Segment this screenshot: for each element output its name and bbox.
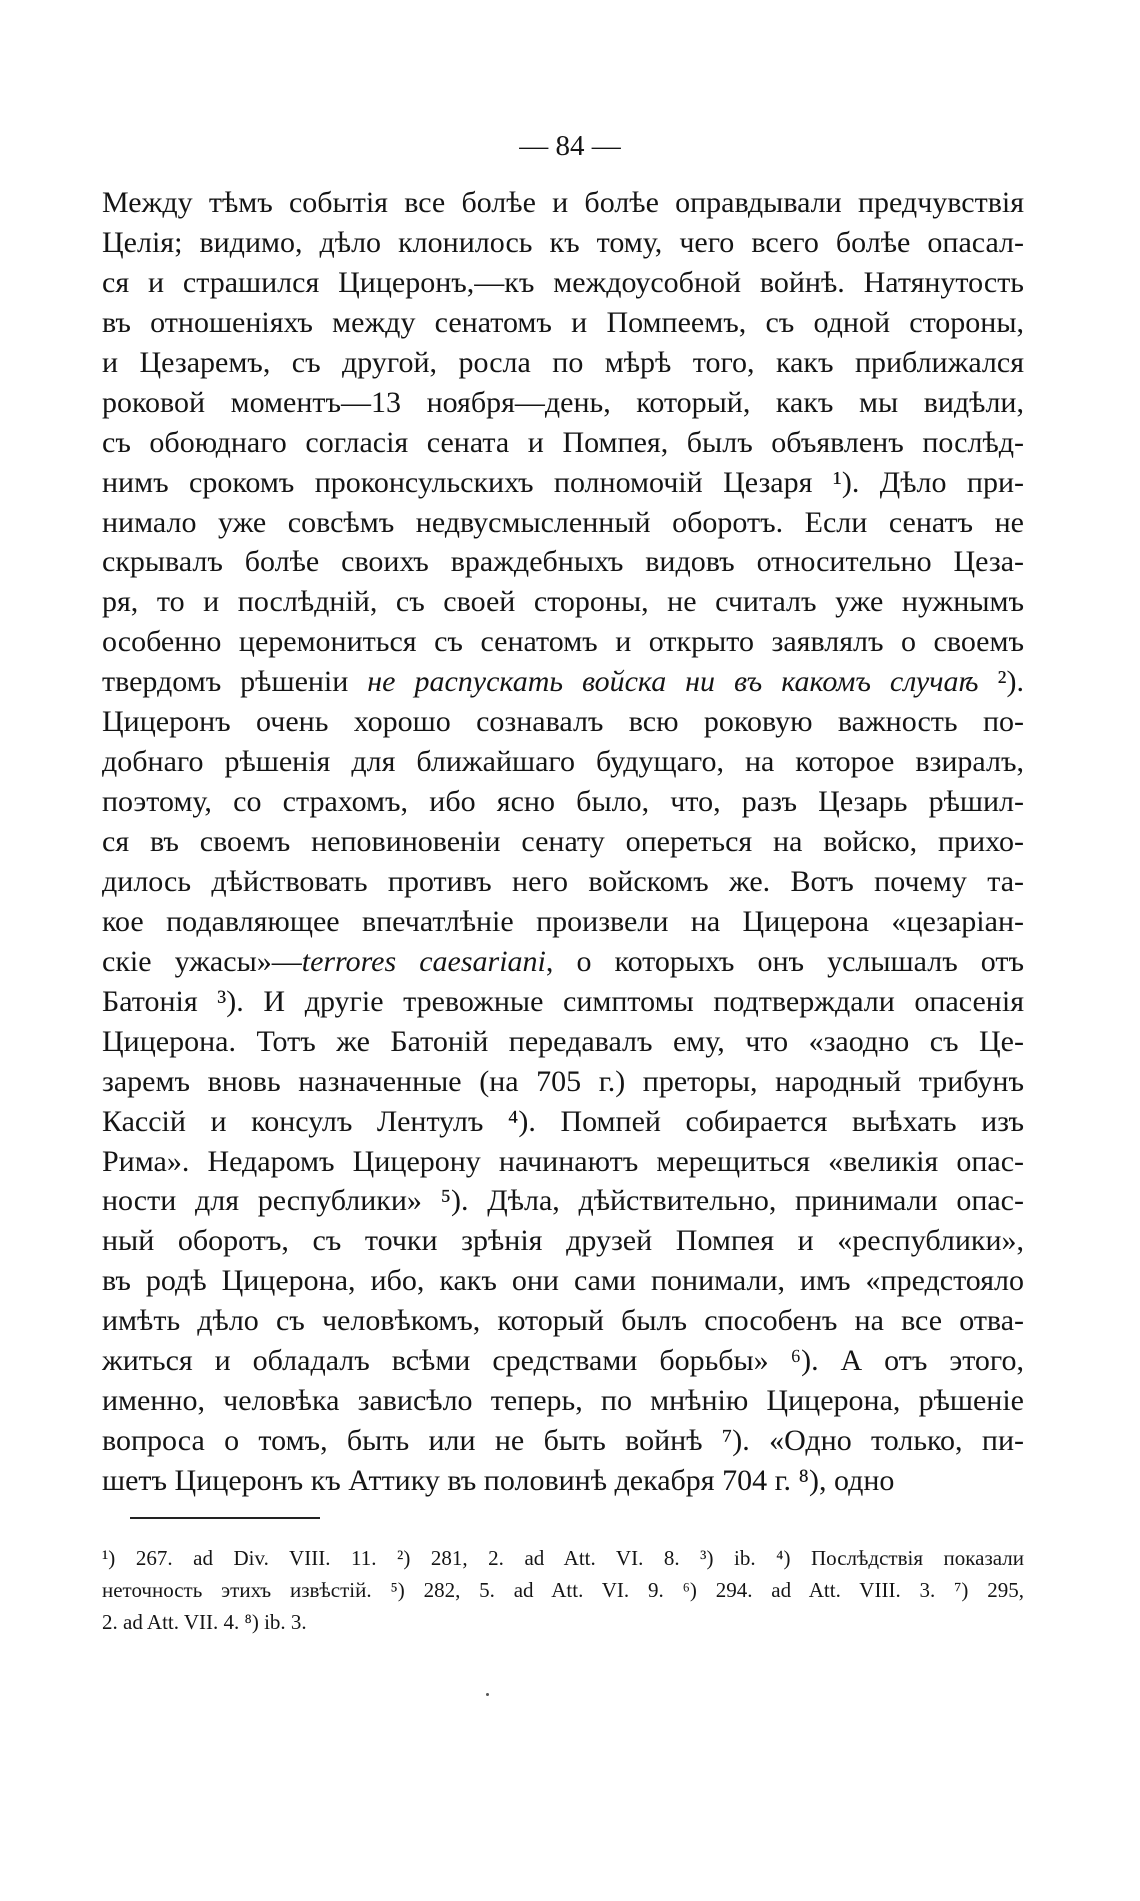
text-line: Кассій и консулъ Лентулъ ⁴). Помпей собирается выѣхать изъ bbox=[102, 1104, 1024, 1138]
text-line: вопроса о томъ, быть или не быть войнѣ ⁷). «Одно только, пи- bbox=[102, 1424, 1024, 1458]
text-line: скіе ужасы»—terrores caesariani, о которыхъ онъ услышалъ отъ bbox=[102, 944, 1024, 978]
text-line: особенно церемониться съ сенатомъ и открыто заявлялъ о своемъ bbox=[102, 625, 1024, 659]
text-line: заремъ вновь назначенные (на 705 г.) преторы, народный трибунъ bbox=[102, 1064, 1024, 1098]
text-line: поэтому, со страхомъ, ибо ясно было, что, разъ Цезарь рѣшил- bbox=[102, 785, 1024, 819]
text-line: нимъ срокомъ проконсульскихъ полномочій Цезаря ¹). Дѣло при- bbox=[102, 465, 1024, 499]
text-line: шетъ Цицеронъ къ Аттику въ половинѣ декабря 704 г. ⁸), одно bbox=[102, 1464, 895, 1497]
text-line: ности для республики» ⁵). Дѣла, дѣйствительно, принимали опас- bbox=[102, 1184, 1024, 1218]
text-line: въ родѣ Цицерона, ибо, какъ они сами понимали, имъ «предстояло bbox=[102, 1264, 1024, 1298]
text-line: Между тѣмъ событія все болѣе и болѣе оправдывали предчувствія bbox=[102, 186, 1024, 219]
text-line: въ отношеніяхъ между сенатомъ и Помпеемъ, съ одной стороны, bbox=[102, 305, 1024, 339]
footnote-line: ¹) 267. ad Div. VIII. 11. ²) 281, 2. ad Att. VI. 8. ³) ib. ⁴) Послѣдствія показали bbox=[102, 1546, 1024, 1570]
footnote-line: неточность этихъ извѣстій. ⁵) 282, 5. ad Att. VI. 9. ⁶) 294. ad Att. VIII. 3. ⁷) 295, bbox=[102, 1578, 1024, 1602]
text-line: ся въ своемъ неповиновеніи сенату опереться на войско, прихо- bbox=[102, 825, 1024, 858]
emphasis: не распускать войска ни въ какомъ случаѣ bbox=[367, 665, 979, 699]
text-line: добнаго рѣшенія для ближайшаго будущаго, на которое взиралъ, bbox=[102, 745, 1024, 779]
footnote-separator bbox=[130, 1517, 320, 1519]
text-line: Батонія ³). И другіе тревожные симптомы подтверждали опасенія bbox=[102, 984, 1024, 1018]
text-line: житься и обладалъ всѣми средствами борьбы» ⁶). А отъ этого, bbox=[102, 1344, 1024, 1378]
text-line: Рима». Недаромъ Цицерону начинаютъ мерещиться «великія опас- bbox=[102, 1144, 1024, 1178]
text-line: нимало уже совсѣмъ недвусмысленный оборотъ. Если сенатъ не bbox=[102, 505, 1024, 539]
footnote-line: 2. ad Att. VII. 4. ⁸) ib. 3. bbox=[102, 1610, 307, 1634]
emphasis: terrores caesariani bbox=[301, 944, 546, 978]
text-line: Цицерона. Тотъ же Батоній передавалъ ему, что «заодно съ Це- bbox=[102, 1024, 1024, 1058]
footnotes bbox=[102, 1542, 1024, 1638]
text-line: скрывалъ болѣе своихъ враждебныхъ видовъ относительно Цеза- bbox=[102, 545, 1024, 579]
text-line: дилось дѣйствовать противъ него войскомъ же. Вотъ почему та- bbox=[102, 864, 1024, 898]
text-line: ся и страшился Цицеронъ,—къ междоусобной войнѣ. Натянутость bbox=[102, 265, 1024, 299]
body-text bbox=[102, 183, 1024, 1501]
text-line: твердомъ рѣшеніи не распускать войска ни въ какомъ случаѣ ²). bbox=[102, 665, 1024, 699]
text-line: съ обоюднаго согласія сената и Помпея, былъ объявленъ послѣд- bbox=[102, 425, 1024, 459]
page-speck bbox=[486, 1693, 489, 1696]
text-line: именно, человѣка зависѣло теперь, по мнѣнію Цицерона, рѣшеніе bbox=[102, 1384, 1024, 1418]
page-number: — 84 — bbox=[519, 130, 621, 162]
text-line: Целія; видимо, дѣло клонилось къ тому, чего всего болѣе опасал- bbox=[102, 225, 1024, 259]
text-line: роковой моментъ—13 ноября—день, который, какъ мы видѣли, bbox=[102, 385, 1024, 419]
text-line: ря, то и послѣдній, съ своей стороны, не считалъ уже нужнымъ bbox=[102, 585, 1024, 619]
text-line: ный оборотъ, съ точки зрѣнія друзей Помпея и «республики», bbox=[102, 1224, 1024, 1258]
text-line: кое подавляющее впечатлѣніе произвели на Цицерона «цезаріан- bbox=[102, 904, 1024, 938]
text-line: Цицеронъ очень хорошо сознавалъ всю роковую важность по- bbox=[102, 705, 1024, 739]
text-line: и Цезаремъ, съ другой, росла по мѣрѣ того, какъ приближался bbox=[102, 345, 1024, 379]
text-line: имѣть дѣло съ человѣкомъ, который былъ способенъ на все отва- bbox=[102, 1304, 1024, 1338]
